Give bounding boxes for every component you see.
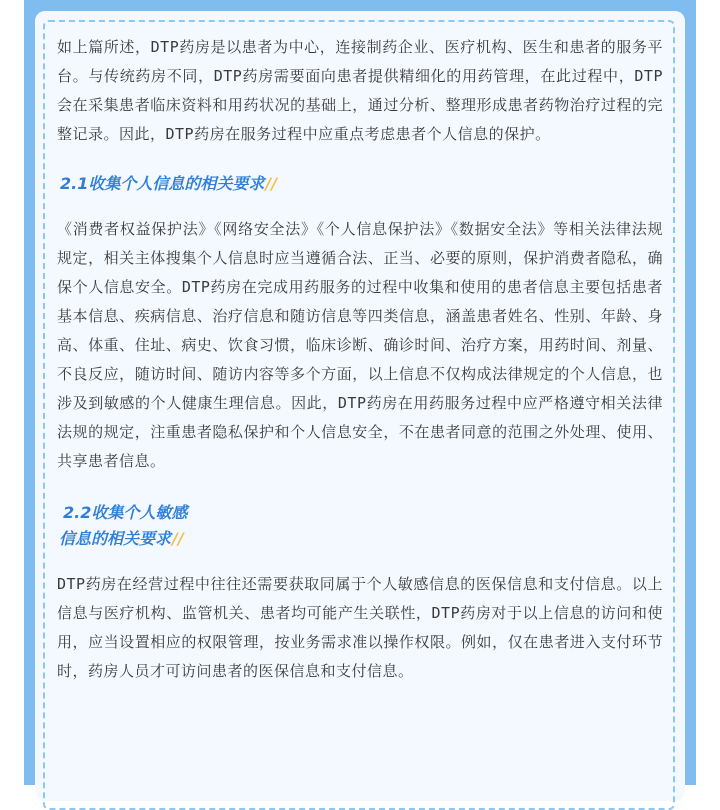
section-heading-2-2 [57,500,663,552]
slash-decoration: // [172,529,184,548]
section-heading-2-1-text: 2.1收集个人信息的相关要求 [60,174,265,193]
article-body [57,33,663,686]
slash-decoration: // [265,174,278,193]
section-heading-2-2-line2: 信息的相关要求 [59,529,172,548]
section-heading-2-1 [60,171,663,197]
section-2-2-paragraph: DTP药房在经营过程中往往还需要获取同属于个人敏感信息的医保信息和支付信息。以上信息与医疗机构、监管机关、患者均可能产生关联性，DTP药房对于以上信息的访问和使用，应当设置相应的权限管理，按业务需求准以操作权限。例如，仅在患者进入支付环节时，药房人员才可访问患者的医保信息和支付信息。 [57,575,663,680]
section-heading-2-2-line1: 2.2收集个人敏感 [63,503,188,522]
intro-paragraph: 如上篇所述，DTP药房是以患者为中心，连接制药企业、医疗机构、医生和患者的服务平台。与传统药房不同，DTP药房需要面向患者提供精细化的用药管理，在此过程中，DTP会在采集患者临床资料和用药状况的基础上，通过分析、整理形成患者药物治疗过程的完整记录。因此，DTP药房在服务过程中应重点考虑患者个人信息的保护。 [57,38,663,143]
section-2-1-paragraph: 《消费者权益保护法》《网络安全法》《个人信息保护法》《数据安全法》等相关法律法规规定，相关主体搜集个人信息时应当遵循合法、正当、必要的原则，保护消费者隐私，确保个人信息安全。DTP药房在完成用药服务的过程中收集和使用的患者信息主要包括患者基本信息、疾病信息、治疗信息和随访信息等四类信息，涵盖患者姓名、性别、年龄、身高、体重、住址、病史、饮食习惯，临床诊断、确诊时间、治疗方案，用药时间、剂量、不良反应，随访时间、随访内容等多个方面，以上信息不仅构成法律规定的个人信息，也涉及到敏感的个人健康生理信息。因此，DTP药房在用药服务过程中应严格遵守相关法律法规的规定，注重患者隐私保护和个人信息安全，不在患者同意的范围之外处理、使用、共享患者信息。 [57,220,663,470]
